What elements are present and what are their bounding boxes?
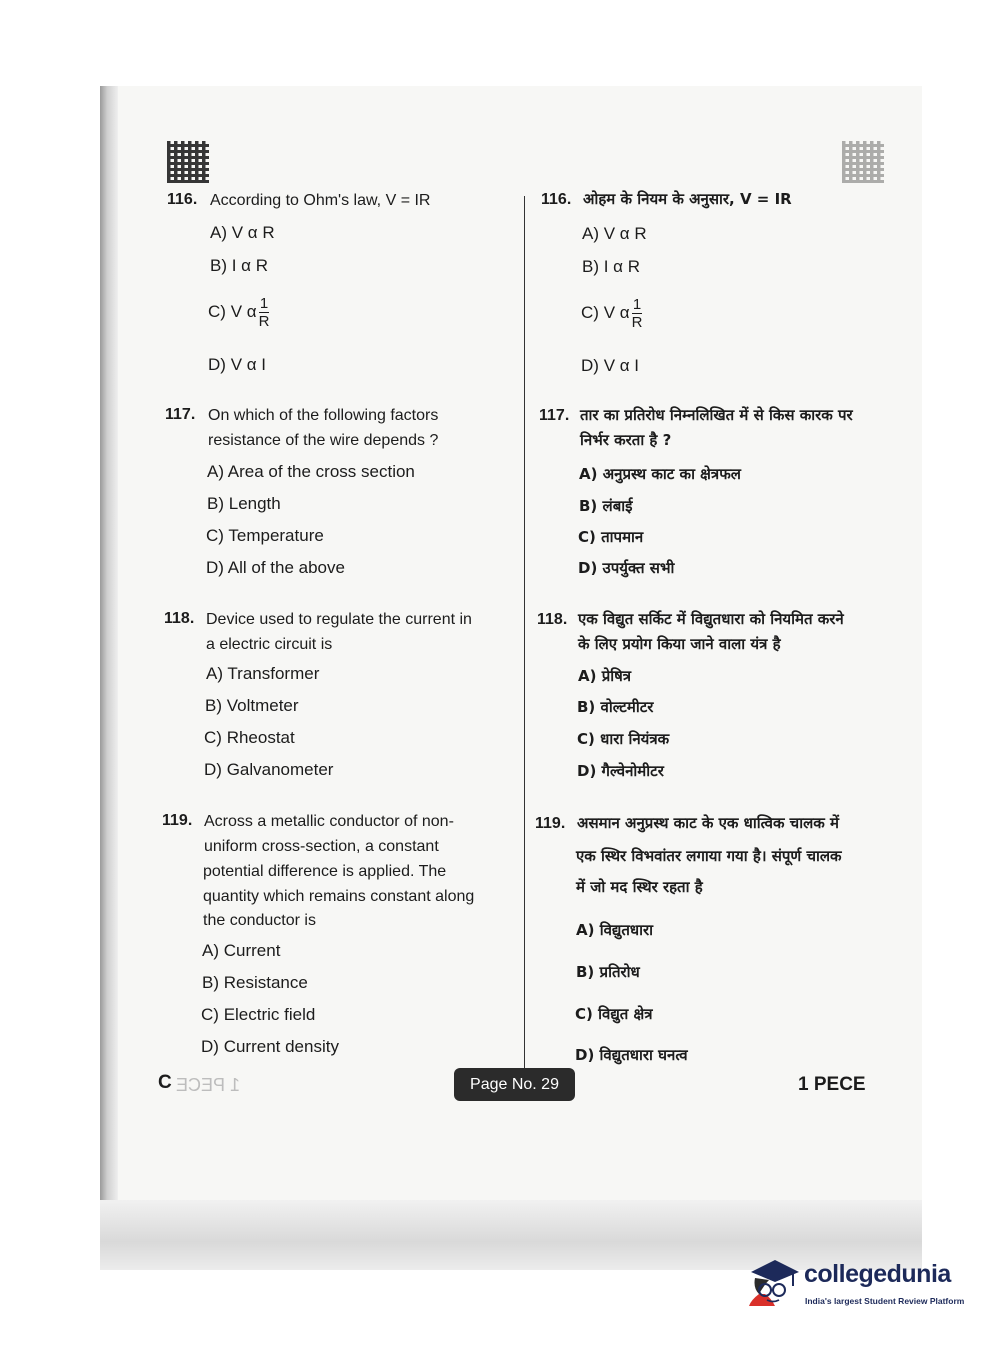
- question-text: the conductor is: [203, 912, 316, 929]
- question-text: Device used to regulate the current in: [206, 611, 472, 628]
- option-a-hindi: A) प्रेषित्र: [578, 667, 632, 685]
- student-mascot-icon: [745, 1254, 801, 1308]
- question-number: 116.: [167, 191, 198, 208]
- option-c-hindi: C) विद्युत क्षेत्र: [575, 1005, 653, 1023]
- option-b: B) Length: [207, 494, 281, 513]
- question-number: 119.: [162, 812, 193, 829]
- column-divider: [524, 196, 525, 1068]
- option-a-hindi: A) अनुप्रस्थ काट का क्षेत्रफल: [579, 465, 741, 483]
- fraction: $\frac{1}{R}$: [258, 295, 270, 330]
- option-d-hindi: D) उपर्युक्त सभी: [578, 559, 675, 577]
- option-c: C) Electric field: [201, 1005, 316, 1024]
- question-text: According to Ohm's law, V = IR: [210, 192, 431, 209]
- option-d: D) All of the above: [206, 558, 345, 577]
- question-text-hindi: के लिए प्रयोग किया जाने वाला यंत्र है: [578, 635, 781, 653]
- option-a: A) Transformer: [206, 664, 320, 683]
- option-d-hindi: D) विद्युतधारा घनत्व: [575, 1046, 688, 1064]
- option-c-hindi: C) तापमान: [578, 528, 644, 546]
- question-text-hindi: निर्भर करता है ?: [580, 431, 672, 449]
- question-number: 118.: [164, 610, 195, 627]
- question-text-hindi: तार का प्रतिरोध निम्नलिखित में से किस कारक पर: [580, 406, 853, 424]
- question-text-hindi: में जो मद स्थिर रहता है: [576, 878, 703, 896]
- option-a: A) Area of the cross section: [207, 462, 415, 481]
- option-b-hindi: B) I α R: [582, 257, 641, 276]
- question-number-hindi: 116.: [541, 191, 572, 208]
- option-c-hindi: C) V α $\frac{1}{R}$: [581, 296, 643, 331]
- page-number-badge: Page No. 29: [454, 1068, 575, 1101]
- question-number-hindi: 117.: [539, 407, 570, 424]
- question-text: a electric circuit is: [206, 636, 333, 653]
- option-b-hindi: B) लंबाई: [579, 497, 633, 515]
- question-number: 117.: [165, 406, 196, 423]
- option-d: D) Galvanometer: [204, 760, 334, 779]
- option-a: A) V α R: [210, 223, 275, 242]
- option-c: C) Rheostat: [204, 728, 295, 747]
- option-d: D) Current density: [201, 1037, 339, 1056]
- logo-wordmark: collegedunia: [804, 1260, 951, 1288]
- option-c-hindi: C) धारा नियंत्रक: [577, 730, 670, 748]
- booklet-code-bleed: 1 PECE: [176, 1075, 241, 1095]
- question-text-hindi: ओहम के नियम के अनुसार, V = IR: [583, 190, 792, 208]
- option-c: C) V α $\frac{1}{R}$: [208, 295, 270, 330]
- question-text: On which of the following factors: [208, 407, 439, 424]
- question-number-hindi: 119.: [535, 815, 566, 832]
- booklet-code-right: 1 PECE: [798, 1074, 866, 1095]
- question-text: quantity which remains constant along: [203, 888, 475, 905]
- option-d: D) V α I: [208, 355, 267, 374]
- question-text-hindi: असमान अनुप्रस्थ काट के एक धात्विक चालक में: [577, 814, 839, 832]
- question-number-hindi: 118.: [537, 611, 568, 628]
- option-d-hindi: D) V α I: [581, 356, 640, 375]
- option-a-hindi: A) V α R: [582, 224, 647, 243]
- question-text: resistance of the wire depends ?: [208, 432, 439, 449]
- option-c: C) Temperature: [206, 526, 324, 545]
- question-text-hindi: एक स्थिर विभवांतर लगाया गया है। संपूर्ण चालक: [576, 847, 842, 865]
- question-text: uniform cross-section, a constant: [204, 838, 439, 855]
- qr-code-faint-icon: [842, 141, 884, 183]
- option-a-hindi: A) विद्युतधारा: [576, 921, 654, 939]
- logo-tagline: India's largest Student Review Platform: [805, 1296, 965, 1306]
- question-text: Across a metallic conductor of non-: [204, 813, 454, 830]
- option-b-hindi: B) प्रतिरोध: [576, 963, 640, 981]
- question-text-hindi: एक विद्युत सर्किट में विद्युतधारा को नियमित करने: [578, 610, 844, 628]
- sheet-left-edge: [100, 86, 118, 1270]
- collegedunia-logo: [745, 1250, 970, 1310]
- option-b-hindi: B) वोल्टमीटर: [577, 698, 654, 716]
- option-b: B) Resistance: [202, 973, 308, 992]
- question-text: potential difference is applied. The: [203, 863, 447, 880]
- option-a: A) Current: [202, 941, 281, 960]
- booklet-code-left: C: [158, 1072, 172, 1093]
- qr-code-icon: [167, 141, 209, 183]
- option-d-hindi: D) गैल्वेनोमीटर: [577, 762, 664, 780]
- option-b: B) I α R: [210, 256, 269, 275]
- option-b: B) Voltmeter: [205, 696, 299, 715]
- fraction: $\frac{1}{R}$: [631, 296, 643, 331]
